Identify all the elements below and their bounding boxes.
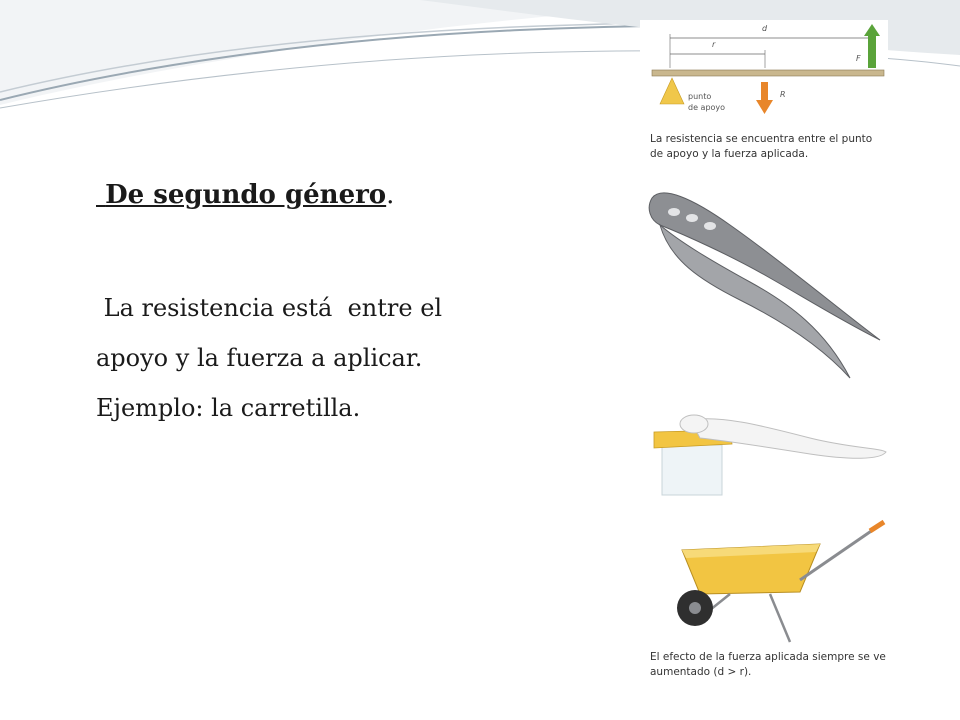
label-r: r [712, 40, 716, 49]
body-line: Ejemplo: la carretilla. [96, 394, 361, 422]
fulcrum-triangle [660, 78, 684, 104]
bottle-opener-illustration [654, 415, 886, 495]
label-F: F [856, 54, 861, 63]
caption-top: La resistencia se encuentra entre el punto de apoyo y la fuerza aplicada. [650, 133, 873, 160]
resistance-arrow-icon [756, 82, 773, 114]
title-lead [96, 180, 105, 210]
title-text: De segundo género [105, 180, 387, 210]
lever-bar [652, 70, 884, 76]
label-d: d [762, 24, 768, 33]
nutcracker-illustration [649, 193, 880, 378]
label-fulcrum-line2: de apoyo [688, 103, 726, 112]
slide-body [96, 283, 596, 433]
body-line: La resistencia está entre el [96, 294, 443, 322]
label-R: R [780, 90, 786, 99]
force-arrow-icon [864, 24, 880, 68]
lever-diagram [652, 24, 884, 114]
lever-illustration [640, 20, 888, 696]
wheelbarrow-illustration [677, 522, 884, 642]
caption-bottom: El efecto de la fuerza aplicada siempre se ve aumentado (d > r). [650, 651, 886, 678]
title-period: . [386, 180, 395, 210]
slide-title [96, 180, 394, 210]
lever-illustration-graphics [640, 20, 888, 696]
label-fulcrum-line1: punto [688, 92, 712, 101]
body-line: apoyo y la fuerza a aplicar. [96, 344, 423, 372]
